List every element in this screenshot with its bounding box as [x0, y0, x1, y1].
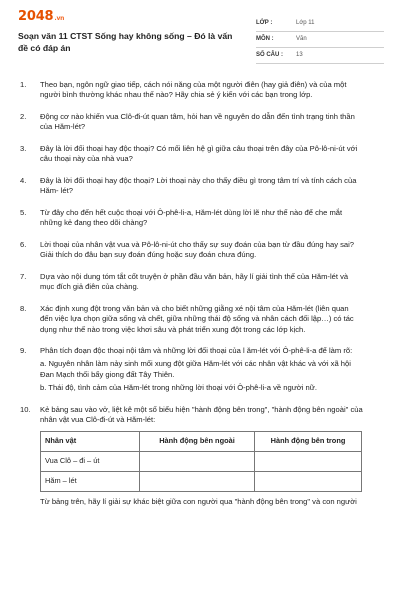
question-sub-item-a-continued: Đan Mạch thối bẩy giong đất Tây Thiên. — [40, 369, 175, 379]
table-cell-internal-action[interactable] — [255, 471, 362, 491]
document-meta — [256, 16, 384, 64]
after-table-text: Từ bảng trên, hãy lí giải sự khác biệt giữa con người qua "hành động bên trong" và con người — [40, 496, 357, 506]
question-text-line: Phân tích đoạn độc thoại nội tâm và những lời đối thoại của l ăm-lét với Ô-phê-li-a để làm rõ: — [40, 345, 353, 355]
character-action-table — [40, 431, 362, 492]
table-row — [41, 451, 362, 471]
question-item — [20, 208, 380, 229]
meta-label-question-count: SỐ CÂU : — [256, 52, 283, 58]
question-number: 7. — [20, 271, 27, 281]
question-text-line: Theo bạn, ngôn ngữ giao tiếp, cách nói năng của một người điên (hay giả điên) và của một — [40, 80, 347, 89]
table-header-internal-action: Hành động bên trong — [255, 431, 362, 451]
question-text-line: Giải thích do đâu bạn suy đoán đúng hoặc suy đoán chưa đúng. — [40, 250, 257, 260]
document-title: Soạn văn 11 CTST Sống hay không sống – Đó là vấn đề có đáp án — [18, 31, 233, 53]
meta-row-question-count — [256, 48, 384, 64]
table-header-external-action: Hành động bên ngoài — [140, 431, 255, 451]
meta-row-subject — [256, 32, 384, 48]
table-cell-external-action[interactable] — [140, 471, 255, 491]
question-text-line: người bình thường khác nhau thế nào? Hãy chia sẻ ý kiến với các bạn trong lớp. — [40, 90, 313, 100]
question-number: 8. — [20, 303, 27, 313]
question-text-line: dụng như thế nào trong việc khơi sâu và phát triển xung đột trong các lớp kịch. — [40, 324, 306, 334]
question-text-line: những kẻ đang theo dõi chàng? — [40, 218, 148, 228]
question-text-line: Dựa vào nội dung tóm tắt cốt truyện ở phần đầu văn bản, hãy lí giải tình thế của Hăm-lét và — [40, 271, 349, 281]
question-sub-item-a: a. Nguyên nhân làm nảy sinh mối xung đột giữa Hăm-lét với các nhân vật khác và với xã hội — [40, 359, 351, 369]
table-header-row — [41, 431, 362, 451]
question-text-line: Xác định xung đột trong văn bản và cho biết những giằng xé nội tâm của Hăm-lét (liên quan — [40, 303, 349, 313]
question-text-line: mục đích giả điên của chàng. — [40, 282, 139, 292]
question-number: 3. — [20, 143, 27, 153]
question-text-line: Đây là lời đối thoại hay độc thoại? Lời thoại này cho thấy điều gì trong tâm trí và tính cách của — [40, 175, 357, 185]
meta-label-subject: MÔN : — [256, 36, 274, 42]
question-text-line: của Hăm-lét? — [40, 122, 86, 132]
meta-value-class: Lớp 11 — [296, 20, 315, 26]
question-item — [20, 405, 380, 507]
question-number: 2. — [20, 111, 27, 121]
document-header — [18, 8, 384, 62]
question-list — [20, 80, 380, 507]
question-item — [20, 176, 380, 197]
question-item — [20, 112, 380, 133]
question-text-line: Từ đây cho đến hết cuộc thoại với Ô-phê-li-a, Hăm-lét dùng lời lẽ như thế nào để che mắt — [40, 207, 343, 217]
table-cell-internal-action[interactable] — [255, 451, 362, 471]
question-text-line: Hăm- lét? — [40, 186, 73, 196]
question-number: 5. — [20, 207, 27, 217]
question-sub-item-b: b. Thái độ, tình cảm của Hăm-lét trong những lời thoại với Ô-phê-li-a về người nữ. — [40, 383, 317, 393]
logo-suffix: .vn — [54, 15, 65, 22]
question-text-line: Đây là lời đối thoại hay độc thoại? Có mối liên hệ gì giữa câu thoại trên đây của Pô-lô-ni-út với — [40, 143, 358, 153]
question-number: 1. — [20, 80, 27, 89]
meta-value-question-count: 13 — [296, 52, 303, 58]
question-item — [20, 144, 380, 165]
question-item — [20, 80, 380, 101]
table-cell-character: Vua Clô – đi – út — [41, 451, 140, 471]
table-cell-character: Hăm – lét — [41, 471, 140, 491]
question-text-line: Lời thoại của nhân vật vua và Pô-lô-ni-út cho thấy sự suy đoán của bạn từ đầu đúng hay sai? — [40, 239, 355, 249]
question-text-line: nhân vật vua Clô-đi-út và Hăm-lét: — [40, 415, 156, 425]
question-item — [20, 272, 380, 293]
table-header-character: Nhân vật — [41, 431, 140, 451]
table-row — [41, 471, 362, 491]
question-text-line: Động cơ nào khiến vua Clô-đi-út quan tâm, hỏi han về nguyên do dẫn đến tình trạng tinh thần — [40, 111, 355, 121]
question-text-line: Kẻ bảng sau vào vở, liệt kê một số biểu hiện "hành động bên trong", "hành động bên ngoài" của — [40, 404, 363, 414]
meta-row-class — [256, 16, 384, 32]
question-item — [20, 240, 380, 261]
question-number: 9. — [20, 345, 27, 355]
site-logo[interactable] — [18, 8, 64, 26]
question-number: 10. — [20, 404, 31, 414]
question-text-line: đến việc lựa chọn giữa sống và chết, giữa những thái độ sống và nhân cách đối lập…) có tác — [40, 314, 354, 324]
meta-label-class: LỚP : — [256, 20, 273, 26]
question-number: 6. — [20, 239, 27, 249]
question-item — [20, 346, 380, 394]
question-text-line: câu thoại này của nhà vua? — [40, 154, 133, 164]
meta-value-subject: Văn — [296, 36, 307, 42]
question-item — [20, 304, 380, 335]
table-cell-external-action[interactable] — [140, 451, 255, 471]
question-number: 4. — [20, 175, 27, 185]
logo-main: 2048 — [18, 9, 54, 24]
